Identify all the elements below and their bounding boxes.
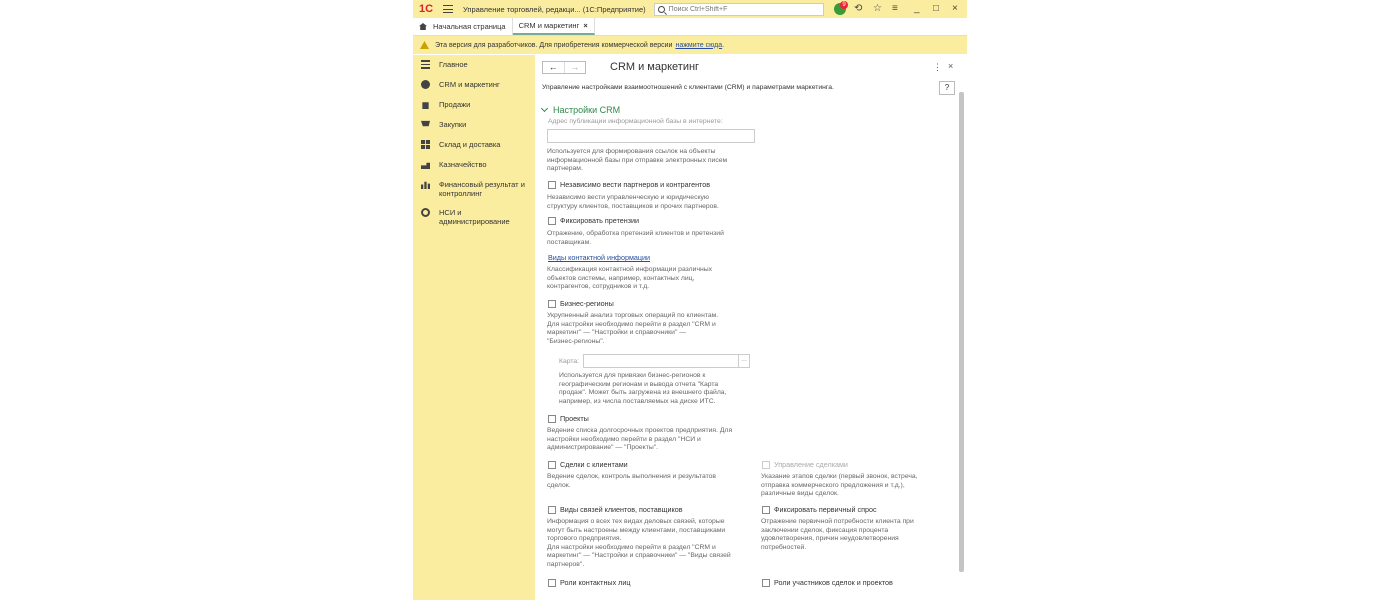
sidebar-item-label: Главное	[439, 60, 468, 69]
contact-info-note: Классификация контактной информации различных объектов системы, например, контактных лиц, контрагентов, сотрудников и т.д.	[547, 266, 713, 290]
independent-partners-note: Независимо вести управленческую и юридическую структуру клиентов, поставщиков и прочих партнеров.	[547, 194, 719, 210]
app-title: Управление торговлей, редакци... (1С:Предприятие)	[463, 4, 646, 14]
search-icon	[658, 6, 665, 13]
settings-menu-icon[interactable]: ≡	[892, 3, 898, 14]
more-icon[interactable]: ⋮	[933, 62, 942, 72]
scrollbar-thumb[interactable]	[959, 92, 964, 572]
banner-text: Эта версия для разработчиков. Для приобретения коммерческой версии	[435, 41, 673, 49]
projects-checkbox[interactable]	[548, 414, 589, 423]
notification-badge: 9	[840, 1, 848, 9]
checkbox-box	[548, 461, 556, 469]
sidebar-item-finance[interactable]	[413, 175, 535, 203]
home-icon	[419, 23, 427, 30]
gear-icon	[421, 208, 430, 217]
pie-chart-icon	[421, 80, 430, 89]
back-button[interactable]: ←	[548, 62, 558, 72]
contact-info-types-link[interactable]: Виды контактной информации	[548, 253, 651, 262]
tab-bar	[413, 18, 967, 36]
checkbox-label: Бизнес-регионы	[560, 299, 614, 308]
form-description: Управление настройками взаимоотношений с клиентами (CRM) и параметрами маркетинга.	[542, 84, 834, 91]
sidebar-item-label: Финансовый результат и контроллинг	[439, 180, 525, 198]
checkbox-box	[762, 506, 770, 514]
close-window-icon[interactable]: ×	[952, 3, 958, 14]
maximize-icon[interactable]: □	[933, 3, 940, 14]
cart-icon	[421, 120, 430, 129]
bag-icon	[421, 100, 430, 109]
sidebar-item-label: НСИ и администрирование	[439, 208, 510, 226]
business-regions-checkbox[interactable]	[548, 299, 614, 308]
sidebar-item-admin[interactable]	[413, 203, 535, 231]
map-note: Используется для привязки бизнес-регионов к географическим регионам и вывода отчета "Карта продаж". Может быть загружена из внешнего файла, например, из числа поставляемых на диске ИТС.	[559, 372, 727, 405]
sidebar-item-purchases[interactable]	[413, 115, 535, 135]
checkbox-box	[762, 579, 770, 587]
title-bar	[413, 0, 967, 18]
menu-icon[interactable]	[443, 5, 453, 13]
checkbox-box	[548, 415, 556, 423]
projects-note: Ведение списка долгосрочных проектов предприятия. Для настройки необходимо перейти в раздел "НСИ и администрирование" — "Проекты".	[547, 427, 733, 451]
sidebar-item-main[interactable]	[413, 55, 535, 75]
sidebar-item-warehouse[interactable]	[413, 135, 535, 155]
sidebar-item-label: CRM и маркетинг	[439, 80, 500, 89]
sidebar	[413, 55, 535, 600]
sidebar-item-treasury[interactable]	[413, 155, 535, 175]
warning-icon	[420, 41, 429, 49]
publish-address-input[interactable]	[547, 129, 755, 143]
independent-partners-checkbox[interactable]	[548, 180, 710, 189]
tab-crm[interactable]	[513, 18, 595, 35]
sidebar-item-crm[interactable]	[413, 75, 535, 95]
deal-management-checkbox[interactable]	[762, 460, 848, 469]
dev-version-banner	[413, 36, 967, 54]
search-input[interactable]	[669, 6, 819, 13]
close-form-icon[interactable]: ×	[948, 61, 954, 71]
primary-demand-checkbox[interactable]	[762, 505, 877, 514]
help-button[interactable]: ?	[939, 81, 955, 95]
checkbox-box	[548, 217, 556, 225]
sidebar-item-label: Казначейство	[439, 160, 487, 169]
nav-buttons	[542, 61, 586, 74]
publish-address-note: Используется для формирования ссылок на объекты информационной базы при отправке электронных писем партнерам.	[547, 148, 728, 172]
app-logo: 1С	[419, 3, 434, 15]
tab-crm-label: CRM и маркетинг	[518, 21, 580, 30]
sidebar-item-label: Закупки	[439, 120, 467, 129]
history-icon[interactable]: ⟲	[854, 3, 863, 14]
bar-chart-icon	[421, 180, 430, 189]
checkbox-box	[548, 579, 556, 587]
page-title: CRM и маркетинг	[610, 61, 700, 73]
checkbox-label: Сделки с клиентами	[560, 460, 628, 469]
publish-address-label: Адрес публикации информационной базы в интернете:	[548, 118, 723, 125]
map-input[interactable]	[583, 354, 739, 368]
checkbox-label: Роли контактных лиц	[560, 578, 631, 587]
checkbox-box	[762, 461, 770, 469]
chevron-down-icon	[541, 105, 548, 112]
list-icon	[421, 60, 430, 69]
client-deals-note: Ведение сделок, контроль выполнения и результатов сделок.	[547, 473, 717, 489]
tab-home-label: Начальная страница	[433, 22, 506, 31]
minimize-icon[interactable]: _	[914, 3, 920, 14]
search-box[interactable]	[654, 3, 824, 16]
business-regions-note: Укрупненный анализ торговых операций по клиентам. Для настройки необходимо перейти в раздел "CRM и маркетинг" — "Настройки и справочники" — "Бизнес-регионы".	[547, 312, 719, 345]
close-tab-icon[interactable]: ×	[583, 21, 588, 30]
group-title-label: Настройки CRM	[553, 105, 621, 115]
banner-link[interactable]: нажмите сюда	[675, 41, 723, 49]
checkbox-box	[548, 300, 556, 308]
claims-note: Отражение, обработка претензий клиентов и претензий поставщикам.	[547, 230, 724, 246]
form-content	[535, 55, 967, 600]
participant-roles-checkbox[interactable]	[762, 578, 893, 587]
relation-types-checkbox[interactable]	[548, 505, 683, 514]
relation-types-note: Информация о всех тех видах деловых связей, которые могут быть настроены между клиентами, поставщиками торгового предприятия. Для настройки необходимо перейти в раздел "CRM и маркетинг" — "Настройки и справочники" — "Виды связей партнеров".	[547, 518, 731, 568]
checkbox-label: Управление сделками	[774, 460, 848, 469]
banner-tail: .	[722, 41, 725, 49]
map-label: Карта:	[559, 358, 580, 365]
warehouse-icon	[421, 140, 430, 149]
primary-demand-note: Отражение первичной потребности клиента при заключении сделок, фиксация процента удовлетворения, причин неудовлетворения потребностей.	[761, 518, 914, 551]
sidebar-item-label: Склад и доставка	[439, 140, 501, 149]
checkbox-box	[548, 181, 556, 189]
checkbox-label: Фиксировать первичный спрос	[774, 505, 877, 514]
checkbox-label: Роли участников сделок и проектов	[774, 578, 893, 587]
client-deals-checkbox[interactable]	[548, 460, 628, 469]
checkbox-box	[548, 506, 556, 514]
tab-home[interactable]	[413, 18, 513, 35]
sidebar-item-sales[interactable]	[413, 95, 535, 115]
forward-button[interactable]: →	[564, 62, 586, 73]
contact-roles-checkbox[interactable]	[548, 578, 631, 587]
app-window	[413, 0, 967, 600]
checkbox-label: Независимо вести партнеров и контрагентов	[560, 180, 711, 189]
deal-management-note: Указание этапов сделки (первый звонок, встреча, отправка коммерческого предложения и т.д.), различные виды сделок.	[761, 473, 918, 497]
sidebar-item-label: Продажи	[439, 100, 471, 109]
checkbox-label: Фиксировать претензии	[560, 216, 640, 225]
checkbox-label: Виды связей клиентов, поставщиков	[560, 505, 683, 514]
checkbox-label: Проекты	[560, 414, 589, 423]
map-select-button[interactable]: ...	[738, 354, 750, 368]
claims-checkbox[interactable]	[548, 216, 639, 225]
favorites-icon[interactable]: ☆	[873, 3, 882, 14]
coins-icon	[421, 160, 430, 169]
group-crm-settings[interactable]	[542, 105, 620, 115]
